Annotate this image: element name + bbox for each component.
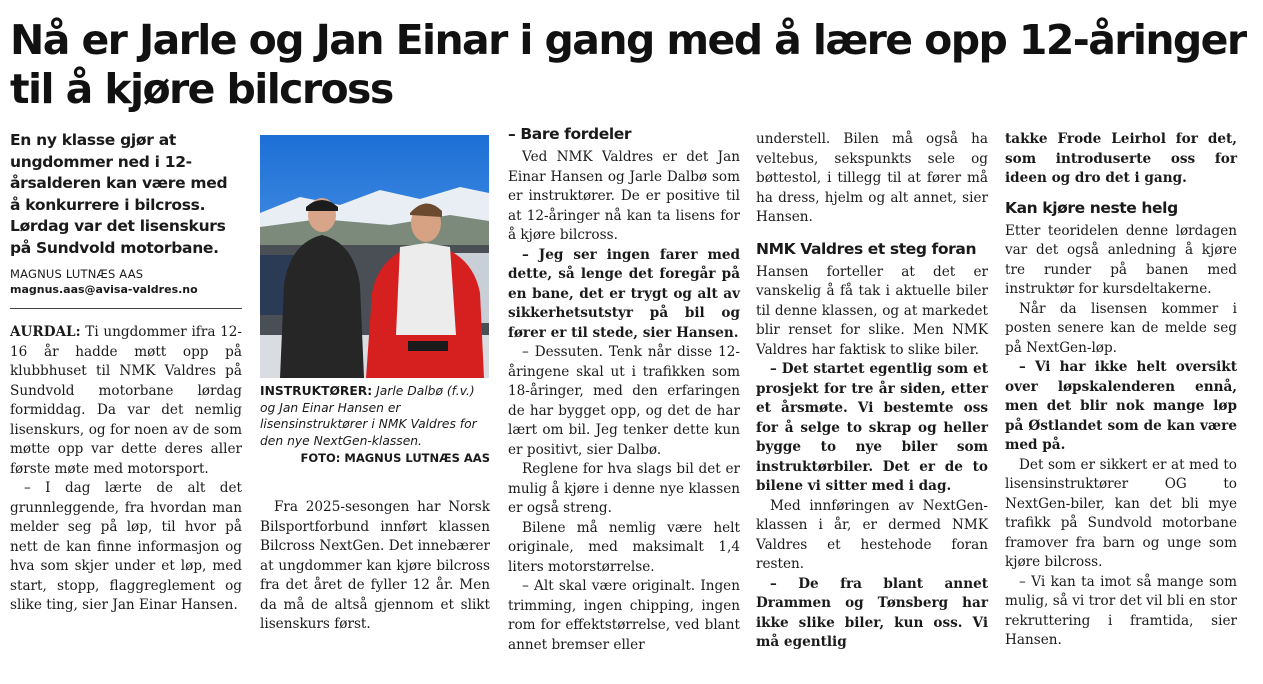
column-1 — [10, 130, 242, 616]
quote-paragraph — [756, 575, 988, 653]
paragraph: Det som er sikkert er at med to lisensinstruktører OG to NextGen-biler, kan det bli mye trafikk på Sundvold motorbane framover fra barn og unge som kjøre bilcross. — [1005, 456, 1237, 570]
photo-caption — [260, 383, 490, 467]
quote-bold: – Det startet egentlig som et prosjekt for tre år siden, etter et årsmøte. Vi bestemte oss for å selge to skrap og heller bygge to nye biler som instruktørbiler. Det er de to bilene vi sitter med i dag. — [756, 361, 988, 494]
paragraph: Etter teoridelen denne lørdagen var det også anledning å kjøre tre runder på banen med instruktør for kursdeltakerne. — [1005, 222, 1237, 297]
column-5-body-top — [1005, 130, 1237, 189]
quote-paragraph — [1005, 358, 1237, 456]
paragraph: understell. Bilen må også ha veltebus, sekspunkts sele og bøttestol, i tillegg til at fører må ha dress, hjelm og alt annet, sier Hansen. — [756, 131, 988, 225]
quote-bold: takke Frode Leirhol for det, som introduserte oss for ideen og dro det i gang. — [1005, 131, 1237, 186]
subhead: NMK Valdres et steg foran — [756, 239, 977, 258]
photo-credit: FOTO: MAGNUS LUTNÆS AAS — [300, 451, 490, 465]
quote-bold: – Jeg ser ingen farer med dette, så lenge det foregår på en bane, det er trygt og alt av sikkerhetsutstyr på bil og fører er til stede, sier Hansen. — [508, 246, 740, 341]
column-3-body — [508, 148, 740, 655]
paragraph: Fra 2025-sesongen har Norsk Bilsportforbund innført klassen Bilcross NextGen. Det innebærer at ungdommer kan kjøre bilcross fra det året de fyller 12 år. Men da må de altså gjennom et slikt lisenskurs først. — [260, 499, 490, 632]
caption-label: INSTRUKTØRER: — [260, 384, 373, 398]
dateline: AURDAL: — [10, 324, 81, 340]
quote-paragraph — [756, 360, 988, 497]
byline-divider — [10, 308, 242, 309]
article-photo — [260, 135, 489, 378]
paragraph: Ved NMK Valdres er det Jan Einar Hansen og Jarle Dalbø som er instruktører. De er positive til at 12-åringer nå kan ta lisens for å kjøre bilcross. — [508, 149, 740, 243]
paragraph: Bilene må nemlig være helt originale, med maksimalt 1,4 liters motorstørrelse. — [508, 519, 740, 575]
quote-bold: – Vi har ikke helt oversikt over løpskalenderen ennå, men det blir nok mange løp på Østlandet som de kan være med på. — [1005, 359, 1237, 453]
column-2-body — [260, 498, 490, 635]
quote-bold: – De fra blant annet Drammen og Tønsberg har ikke slike biler, kun oss. Vi må egentlig — [756, 575, 988, 650]
subhead: – Bare fordeler — [508, 125, 632, 143]
paragraph: Med innføringen av NextGen-klassen i år, er dermed NMK Valdres et hestehode foran resten. — [756, 497, 988, 572]
column-5 — [1005, 130, 1237, 651]
paragraph: – I dag lærte de alt det grunnleggende, fra hvordan man melder seg på løp, til hvor på nett de kan finne informasjon og hva som skjer under et løp, med start, stopp, flaggreglement og slike ting, sier Jan Einar Hansen. — [10, 480, 242, 613]
quote-paragraph — [1005, 130, 1237, 189]
column-4 — [756, 130, 988, 653]
paragraph: Når da lisensen kommer i posten senere kan de melde seg på NextGen-løp. — [1005, 300, 1237, 356]
paragraph: Hansen forteller at det er vanskelig å få tak i aktuelle biler til denne klassen, og at markedet blir renset for slike. Men NMK Valdres har faktisk to slike biler. — [756, 263, 988, 358]
paragraph: – Dessuten. Tenk når disse 12-åringene skal ut i trafikken som 18-åringer, med den erfaringen de har bygget opp, og det de har lært om bil. Jeg tenker dette kun er positivt, sier Dalbø. — [508, 344, 740, 458]
quote-paragraph — [508, 246, 740, 344]
lead-text: Ti ungdommer ifra 12-16 år hadde møtt opp på klubbhuset til NMK Valdres på Sundvold motorbane lørdag formiddag. Da var det nemlig lisenskurs, og for noen av de som møtte opp var dette deres aller første møte med motorsport. — [10, 324, 242, 477]
column-4-body — [756, 263, 988, 653]
caption-text: Jarle Dalbø (f.v.) og Jan Einar Hansen er lisensinstruktører i NMK Valdres for den nye NextGen-klassen. — [260, 384, 477, 448]
paragraph: Reglene for hva slags bil det er mulig å kjøre i denne nye klassen er også streng. — [508, 461, 740, 516]
column-5-body — [1005, 222, 1237, 651]
byline-email: magnus.aas@avisa-valdres.no — [10, 283, 198, 296]
column-4-body-top — [756, 130, 988, 228]
byline-author: MAGNUS LUTNÆS AAS — [10, 267, 144, 281]
paragraph: – Vi kan ta imot så mange som mulig, så vi tror det vil bli en stor rekruttering i framtida, sier Hansen. — [1005, 573, 1237, 648]
column-3 — [508, 125, 740, 655]
subhead: Kan kjøre neste helg — [1005, 198, 1178, 217]
paragraph: – Alt skal være originalt. Ingen trimming, ingen chipping, ingen rom for effektstørrelse, ved blant annet bremser eller — [508, 578, 740, 653]
lead-paragraph — [10, 323, 242, 479]
article-ingress: En ny klasse gjør at ungdommer ned i 12-årsalderen kan være med å konkurrere i bilcross. Lørdag var det lisenskurs på Sundvold motorbane. — [10, 131, 228, 257]
article-headline: Nå er Jarle og Jan Einar i gang med å lære opp 12-åringer til å kjøre bilcross — [10, 16, 1246, 113]
column-1-body — [10, 323, 242, 616]
